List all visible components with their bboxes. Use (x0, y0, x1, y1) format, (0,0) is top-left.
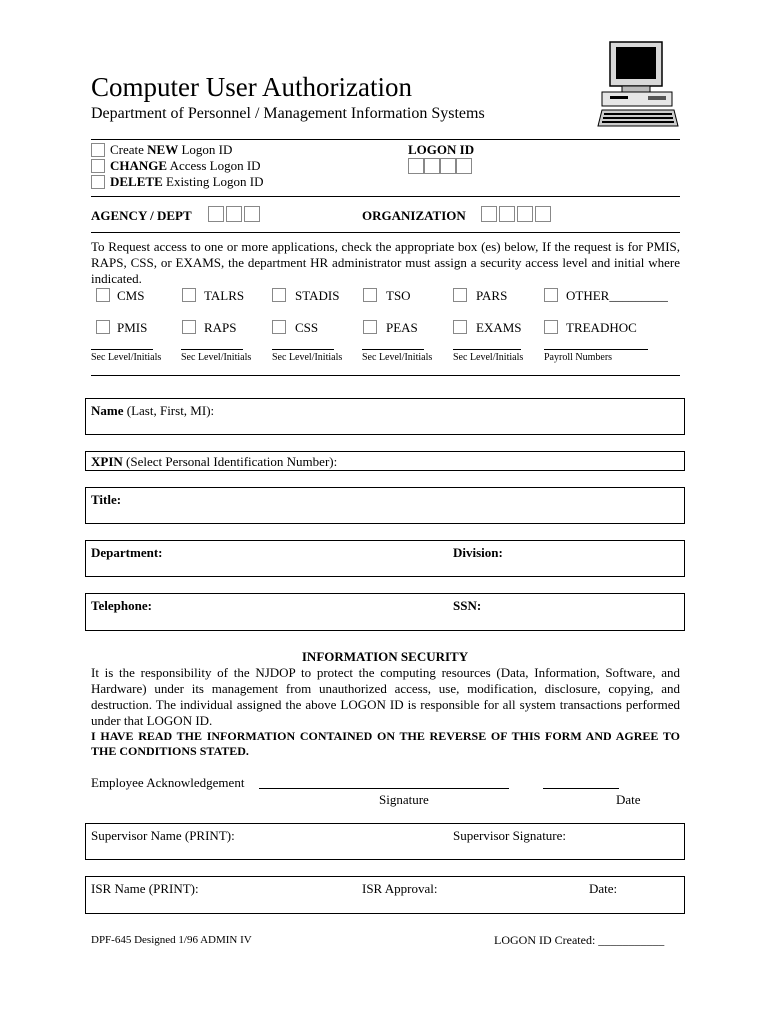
supervisor-field[interactable] (85, 823, 685, 860)
isr-field[interactable] (85, 876, 685, 914)
raps-label: RAPS (204, 320, 237, 335)
department-division-field[interactable] (85, 540, 685, 577)
security-heading: INFORMATION SECURITY (301, 649, 469, 664)
title-label: Title: (91, 492, 122, 507)
sec-level-line-pmis[interactable] (91, 349, 153, 350)
isr-approval-label: ISR Approval: (362, 881, 438, 896)
sec-level-caption: Sec Level/Initials (362, 352, 433, 363)
form-id: DPF-645 Designed 1/96 ADMIN IV (91, 934, 252, 946)
other-checkbox[interactable] (544, 288, 558, 302)
organization-label: ORGANIZATION (362, 208, 466, 223)
create-new-checkbox[interactable] (91, 143, 105, 157)
organization-box-3[interactable] (517, 206, 533, 222)
change-access-checkbox[interactable] (91, 159, 105, 173)
name-label: Name (Last, First, MI): (91, 403, 215, 418)
peas-label: PEAS (386, 320, 418, 335)
divider (91, 232, 680, 233)
stadis-checkbox[interactable] (272, 288, 286, 302)
create-new-label: Create NEW Logon ID (110, 142, 233, 157)
logon-id-box-1[interactable] (408, 158, 424, 174)
agency-box-3[interactable] (244, 206, 260, 222)
date-caption: Date (616, 792, 641, 807)
css-checkbox[interactable] (272, 320, 286, 334)
isr-name-label: ISR Name (PRINT): (91, 881, 199, 896)
other-label: OTHER_________ (566, 288, 668, 303)
divider (91, 375, 680, 376)
agency-box-2[interactable] (226, 206, 242, 222)
telephone-ssn-field[interactable] (85, 593, 685, 631)
agency-box-1[interactable] (208, 206, 224, 222)
logon-id-label: LOGON ID (408, 142, 475, 157)
peas-checkbox[interactable] (363, 320, 377, 334)
delete-existing-checkbox[interactable] (91, 175, 105, 189)
supervisor-name-label: Supervisor Name (PRINT): (91, 828, 235, 843)
divider (91, 196, 680, 197)
supervisor-signature-label: Supervisor Signature: (453, 828, 567, 843)
raps-checkbox[interactable] (182, 320, 196, 334)
organization-box-1[interactable] (481, 206, 497, 222)
employee-ack-label: Employee Acknowledgement (91, 775, 245, 790)
exams-checkbox[interactable] (453, 320, 467, 334)
organization-box-2[interactable] (499, 206, 515, 222)
talrs-label: TALRS (204, 288, 245, 303)
sec-level-caption: Sec Level/Initials (272, 352, 343, 363)
name-field[interactable] (85, 398, 685, 435)
telephone-label: Telephone: (91, 598, 152, 613)
instructions-text: To Request access to one or more applications, check the appropriate box (es) below, If the request is for PMIS, RAPS, CSS, or EXAMS, the department HR administrator must assign a security access level and initial where indicated. (91, 239, 680, 286)
title-field[interactable] (85, 487, 685, 524)
css-label: CSS (295, 320, 319, 335)
tso-label: TSO (386, 288, 411, 303)
pars-label: PARS (476, 288, 508, 303)
sec-level-line-raps[interactable] (181, 349, 243, 350)
pmis-label: PMIS (117, 320, 148, 335)
computer-icon (596, 40, 680, 130)
payroll-numbers-line[interactable] (544, 349, 648, 350)
employee-signature-line[interactable] (259, 788, 509, 789)
cms-label: CMS (117, 288, 145, 303)
pars-checkbox[interactable] (453, 288, 467, 302)
talrs-checkbox[interactable] (182, 288, 196, 302)
payroll-numbers-caption: Payroll Numbers (544, 352, 613, 363)
security-acknowledge: I HAVE READ THE INFORMATION CONTAINED ON THE REVERSE OF THIS FORM AND AGREE TO THE CONDITIONS STATED. (91, 729, 680, 758)
change-access-label: CHANGE Access Logon ID (110, 158, 261, 173)
pmis-checkbox[interactable] (96, 320, 110, 334)
xpin-field[interactable] (85, 451, 685, 471)
isr-date-label: Date: (589, 881, 618, 896)
logon-id-box-4[interactable] (456, 158, 472, 174)
treadhoc-label: TREADHOC (566, 320, 637, 335)
division-label: Division: (453, 545, 503, 560)
logon-id-box-2[interactable] (424, 158, 440, 174)
cms-checkbox[interactable] (96, 288, 110, 302)
tso-checkbox[interactable] (363, 288, 377, 302)
xpin-label: XPIN (Select Personal Identification Number): (91, 454, 338, 469)
sec-level-line-css[interactable] (272, 349, 334, 350)
exams-label: EXAMS (476, 320, 522, 335)
employee-date-line[interactable] (543, 788, 619, 789)
security-body: It is the responsibility of the NJDOP to protect the computing resources (Data, Information, Software, and Hardware) under its management from unauthorized access, use, modification, disclosure, copying, and destruction. The individual assigned the above LOGON ID is responsible for all system transactions performed under that LOGON ID. (91, 665, 680, 728)
logon-id-created: LOGON ID Created: ___________ (494, 933, 665, 947)
divider (91, 139, 680, 140)
sec-level-caption: Sec Level/Initials (453, 352, 524, 363)
organization-box-4[interactable] (535, 206, 551, 222)
form-subtitle: Department of Personnel / Management Information Systems (91, 105, 485, 122)
treadhoc-checkbox[interactable] (544, 320, 558, 334)
ssn-label: SSN: (453, 598, 482, 613)
signature-caption: Signature (379, 792, 429, 807)
delete-existing-label: DELETE Existing Logon ID (110, 174, 264, 189)
sec-level-line-peas[interactable] (362, 349, 424, 350)
sec-level-caption: Sec Level/Initials (181, 352, 252, 363)
department-label: Department: (91, 545, 163, 560)
sec-level-line-exams[interactable] (453, 349, 521, 350)
stadis-label: STADIS (295, 288, 340, 303)
form-title: Computer User Authorization (91, 72, 412, 102)
agency-dept-label: AGENCY / DEPT (91, 208, 192, 223)
logon-id-box-3[interactable] (440, 158, 456, 174)
sec-level-caption: Sec Level/Initials (91, 352, 162, 363)
